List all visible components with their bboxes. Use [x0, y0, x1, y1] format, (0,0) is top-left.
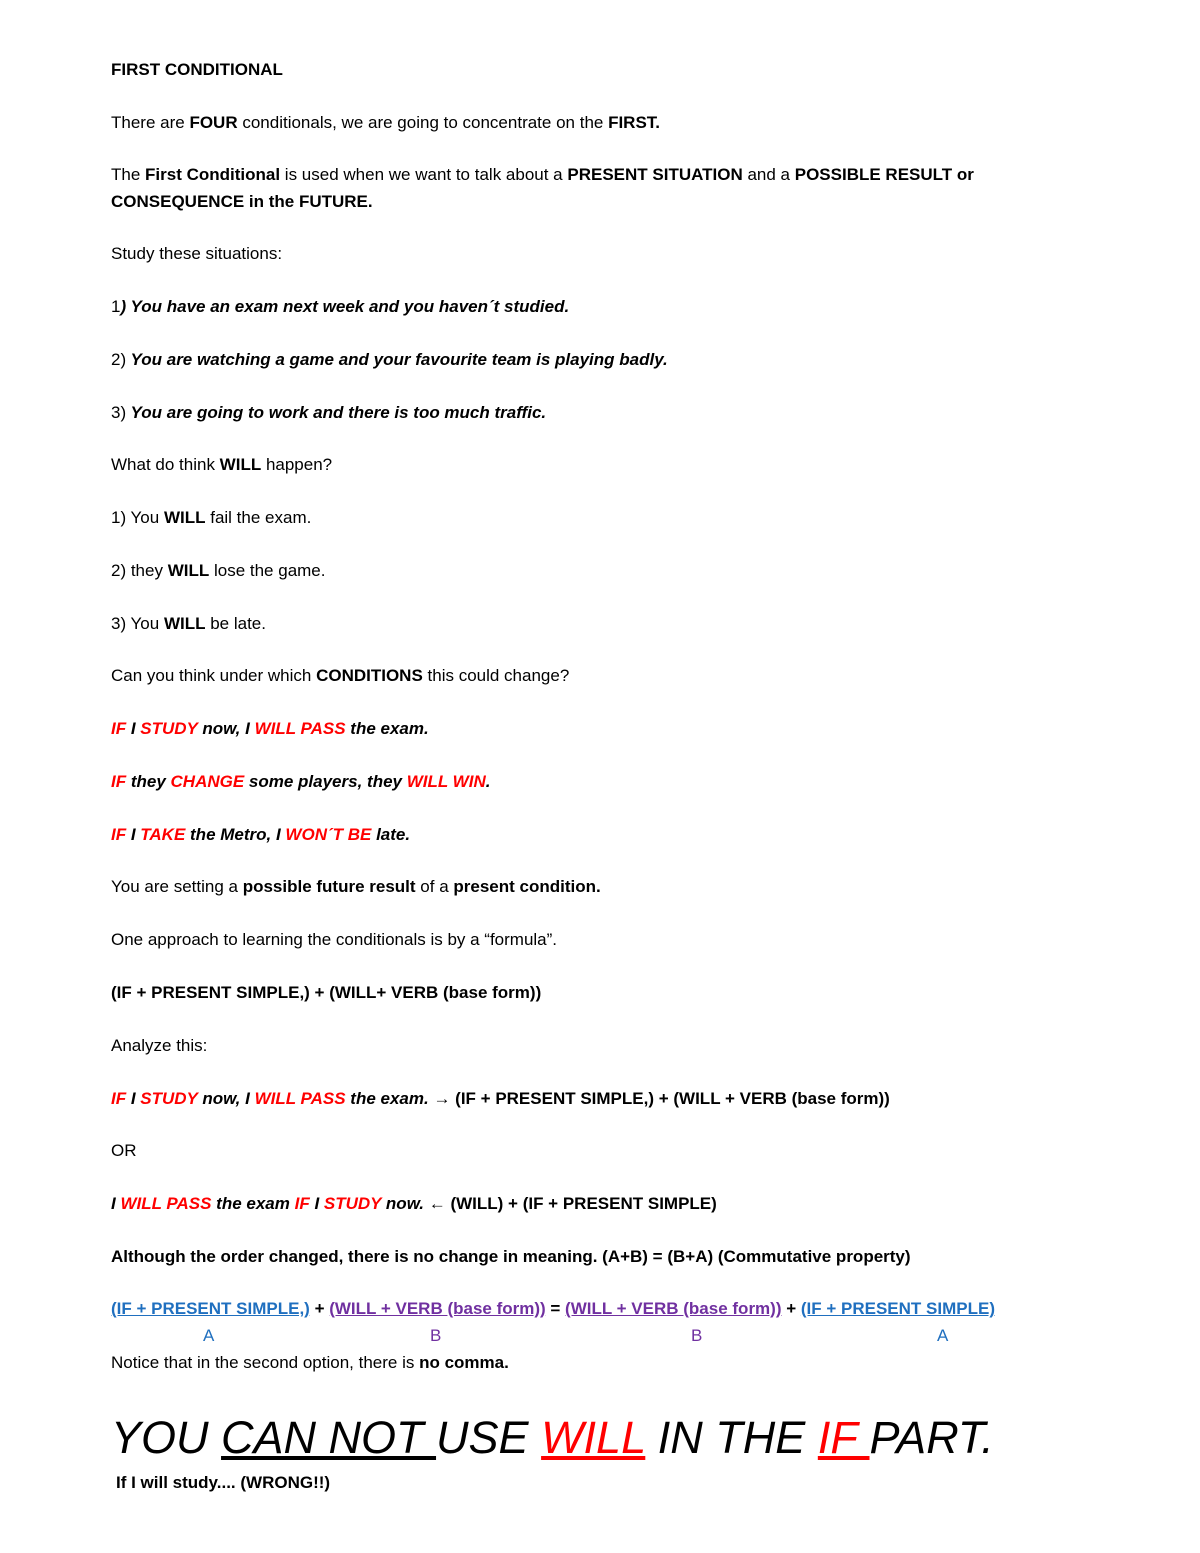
order-note: Although the order changed, there is no change in meaning. (A+B) = (B+A) (Commutative property) — [111, 1247, 911, 1266]
definition-paragraph: The First Conditional is used when we want to talk about a PRESENT SITUATION and a POSSIBLE RESULT or — [111, 165, 974, 184]
analysis-line: IF I STUDY now, I WILL PASS the exam. → (IF + PRESENT SIMPLE,) + (WILL + VERB (base form)) — [111, 1089, 890, 1108]
equation: (IF + PRESENT SIMPLE,) + (WILL + VERB (base form)) = (WILL + VERB (base form)) + (IF + PRESENT SIMPLE) — [111, 1299, 995, 1318]
term-a: (IF + PRESENT SIMPLE) — [800, 1299, 995, 1318]
warning-heading: YOU CAN NOT USE WILL IN THE IF PART. — [111, 1412, 994, 1463]
definition-paragraph-continued: CONSEQUENCE in the FUTURE. — [111, 192, 373, 211]
term-label: B — [691, 1326, 703, 1345]
term-label: A — [937, 1326, 949, 1345]
right-arrow-icon: → — [433, 1089, 451, 1108]
analyze-label: Analyze this: — [111, 1036, 208, 1055]
result-item: 1) You WILL fail the exam. — [111, 508, 312, 527]
analysis-line: I WILL PASS the exam IF I STUDY now. ← (WILL) + (IF + PRESENT SIMPLE) — [111, 1194, 717, 1213]
example-sentence: IF I STUDY now, I WILL PASS the exam. — [111, 719, 429, 738]
result-item: 3) You WILL be late. — [111, 614, 266, 633]
situation-item: 2) You are watching a game and your favourite team is playing badly. — [111, 350, 668, 369]
or-label: OR — [111, 1141, 137, 1160]
will-question: What do think WILL happen? — [111, 455, 333, 474]
study-prompt: Study these situations: — [111, 244, 283, 263]
formula-intro: One approach to learning the conditionals is by a “formula”. — [111, 930, 558, 949]
example-sentence: IF they CHANGE some players, they WILL WIN. — [111, 772, 491, 791]
term-label: B — [430, 1326, 442, 1345]
left-arrow-icon: ← — [428, 1194, 446, 1213]
situation-item: 1) You have an exam next week and you haven´t studied. — [111, 297, 570, 316]
wrong-example: If I will study.... (WRONG!!) — [116, 1473, 331, 1492]
setting-note: You are setting a possible future result of a present condition. — [111, 877, 601, 896]
page-title: FIRST CONDITIONAL — [111, 60, 283, 79]
term-b: (WILL + VERB (base form)) — [329, 1299, 546, 1318]
term-label: A — [203, 1326, 215, 1345]
intro-paragraph: There are FOUR conditionals, we are going to concentrate on the FIRST. — [111, 113, 661, 132]
formula: (IF + PRESENT SIMPLE,) + (WILL+ VERB (base form)) — [111, 983, 542, 1002]
term-b: (WILL + VERB (base form)) — [565, 1299, 782, 1318]
term-a: (IF + PRESENT SIMPLE,) — [111, 1299, 310, 1318]
result-item: 2) they WILL lose the game. — [111, 561, 326, 580]
comma-note: Notice that in the second option, there is no comma. — [111, 1353, 509, 1372]
conditions-question: Can you think under which CONDITIONS this could change? — [111, 666, 570, 685]
example-sentence: IF I TAKE the Metro, I WON´T BE late. — [111, 825, 411, 844]
situation-item: 3) You are going to work and there is too much traffic. — [111, 403, 547, 422]
